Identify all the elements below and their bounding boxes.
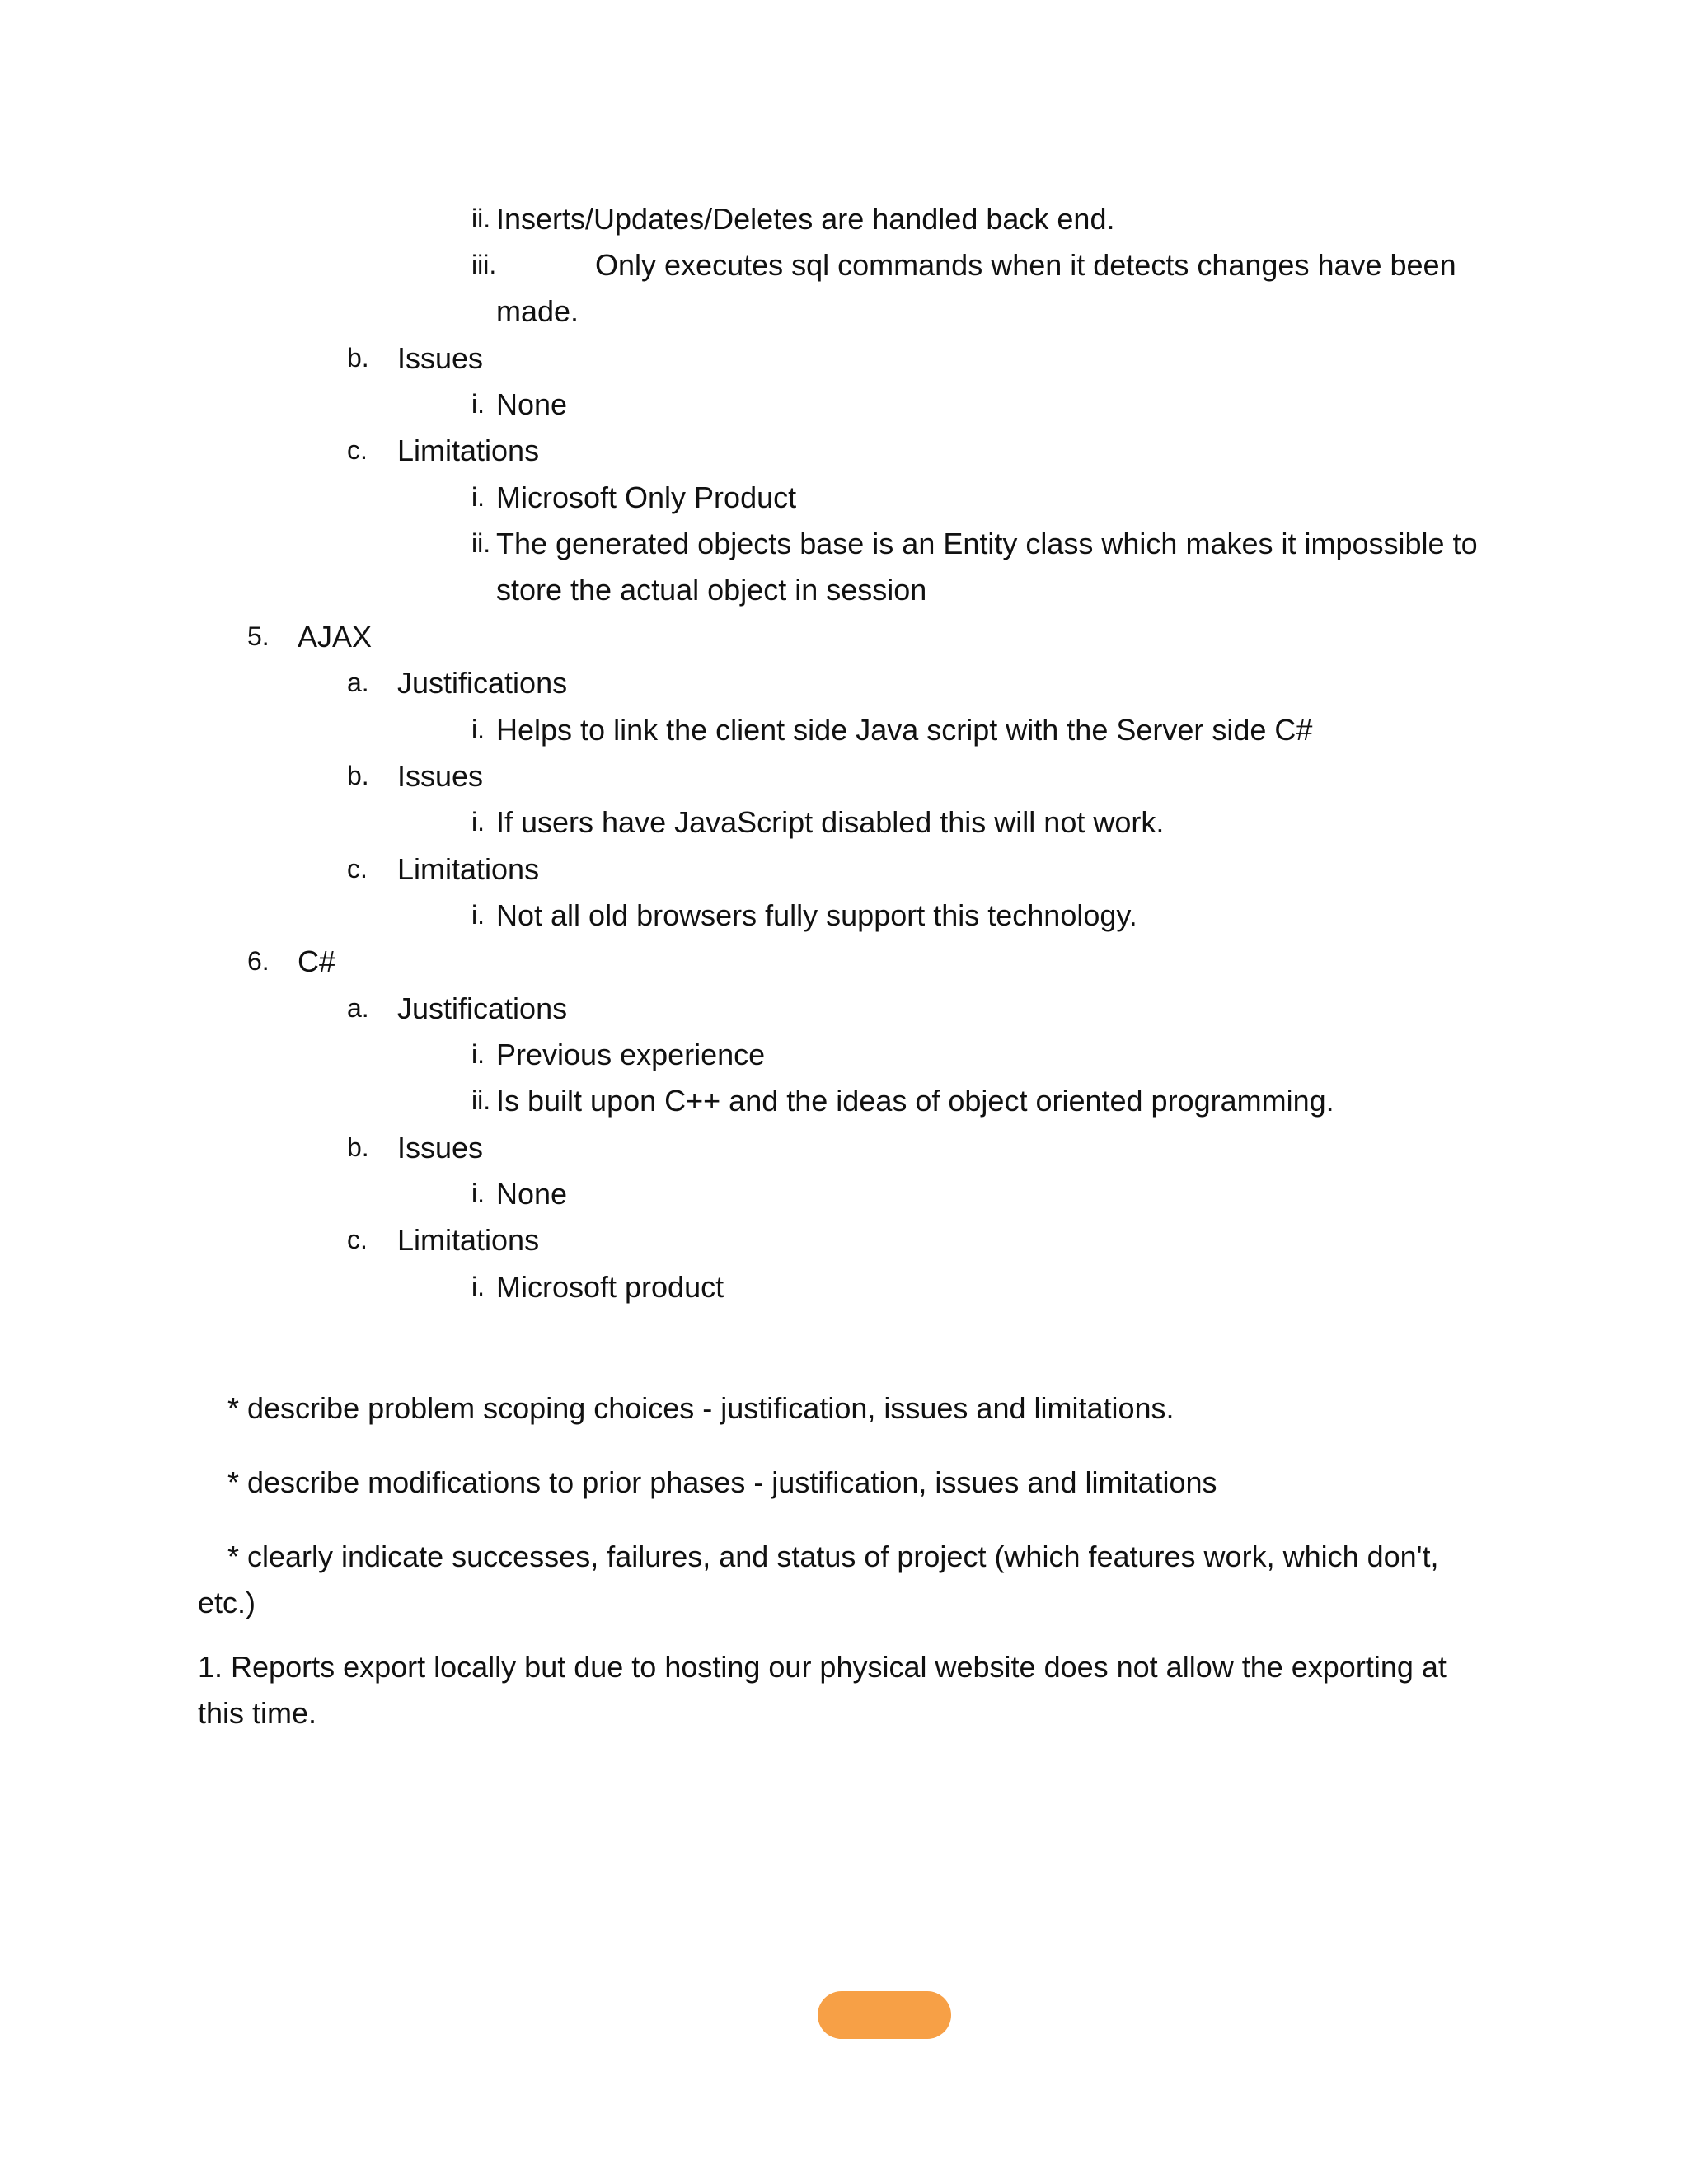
- list-marker: i.: [471, 807, 485, 837]
- list-marker: iii.: [471, 250, 497, 279]
- note-paragraph: * describe modifications to prior phases - justification, issues and limitations: [227, 1465, 1217, 1499]
- list-item-text: None: [496, 387, 568, 421]
- list-item-text-continued: store the actual object in session: [496, 573, 927, 607]
- list-marker: 5.: [247, 621, 270, 651]
- list-marker: i.: [471, 1272, 485, 1301]
- list-item-text: If users have JavaScript disabled this will not work.: [496, 805, 1165, 839]
- list-marker: a.: [347, 668, 369, 697]
- list-item-text: Helps to link the client side Java script with the Server side C#: [496, 713, 1313, 747]
- list-item-text: Limitations: [397, 434, 540, 467]
- list-item-text: None: [496, 1177, 568, 1211]
- list-marker: b.: [347, 761, 369, 790]
- list-item-text: AJAX: [298, 620, 373, 654]
- list-item-text: Microsoft Only Product: [496, 480, 797, 514]
- list-marker: c.: [347, 1225, 368, 1254]
- note-paragraph: * clearly indicate successes, failures, and status of project (which features work, which don't, etc.): [198, 1540, 1439, 1619]
- list-item-text: Not all old browsers fully support this technology.: [496, 898, 1137, 932]
- list-item-text: Issues: [397, 759, 484, 793]
- list-marker: i.: [471, 1039, 485, 1069]
- list-item-text: Is built upon C++ and the ideas of object oriented programming.: [496, 1084, 1334, 1118]
- list-item-text: Justifications: [397, 666, 568, 700]
- list-marker: i.: [471, 900, 485, 930]
- list-marker: i.: [471, 482, 485, 512]
- list-marker: ii.: [471, 528, 491, 558]
- list-marker: i.: [471, 1179, 485, 1208]
- note-paragraph: 1. Reports export locally but due to hosting our physical website does not allow the exporting at this time.: [198, 1650, 1447, 1730]
- list-item-text: C#: [298, 944, 336, 978]
- list-marker: b.: [347, 1132, 369, 1162]
- list-marker: ii.: [471, 204, 491, 233]
- list-marker: 6.: [247, 946, 270, 976]
- list-marker: c.: [347, 854, 368, 883]
- list-item-text: Limitations: [397, 1223, 540, 1257]
- list-marker: ii.: [471, 1085, 491, 1115]
- list-item-text: Inserts/Updates/Deletes are handled back end.: [496, 202, 1115, 236]
- list-marker: b.: [347, 343, 369, 373]
- list-marker: i.: [471, 715, 485, 744]
- list-item-text: Previous experience: [496, 1038, 766, 1071]
- list-item-text: Justifications: [397, 991, 568, 1025]
- list-item-text-continued: made.: [496, 294, 579, 328]
- list-marker: a.: [347, 993, 369, 1023]
- list-item-text: Only executes sql commands when it detects changes have been: [595, 248, 1456, 282]
- list-item-text: Issues: [397, 341, 484, 375]
- note-paragraph: * describe problem scoping choices - justification, issues and limitations.: [227, 1391, 1175, 1425]
- list-item-text: Limitations: [397, 852, 540, 886]
- page-number-badge: [818, 1991, 951, 2039]
- list-item-text: Issues: [397, 1131, 484, 1165]
- list-marker: c.: [347, 435, 368, 465]
- list-marker: i.: [471, 389, 485, 419]
- list-item-text: Microsoft product: [496, 1270, 724, 1304]
- list-item-text: The generated objects base is an Entity class which makes it impossible to: [496, 527, 1478, 560]
